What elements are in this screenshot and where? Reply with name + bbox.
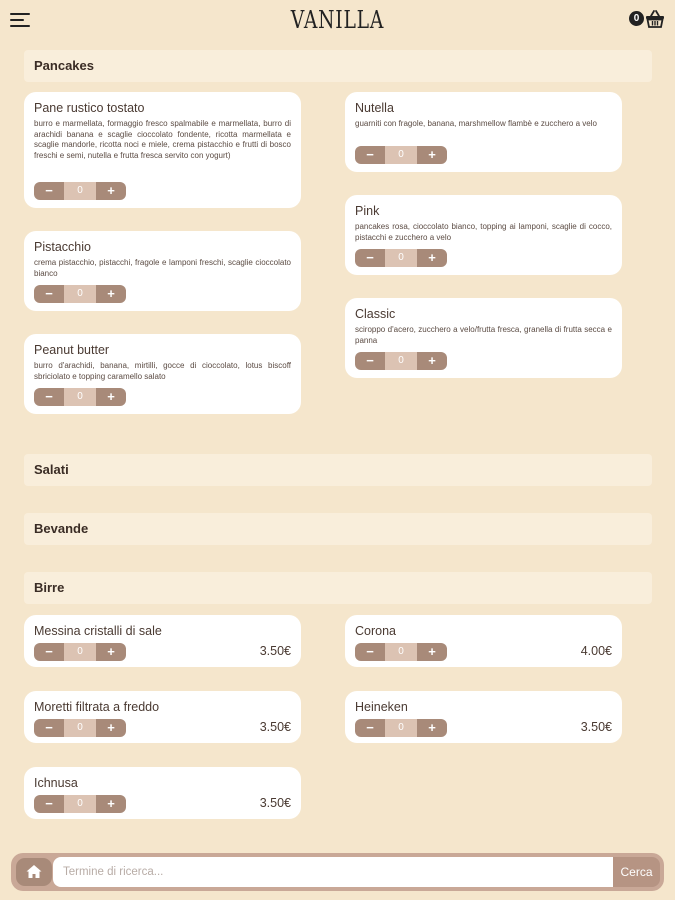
menu-card-ichnusa[interactable] <box>24 767 301 819</box>
menu-card-classic[interactable] <box>345 298 622 378</box>
menu-card-corona[interactable] <box>345 615 622 667</box>
decrement-button[interactable]: − <box>355 643 385 661</box>
increment-button[interactable]: + <box>417 146 447 164</box>
quantity-value: 0 <box>64 388 96 406</box>
quantity-stepper <box>355 146 447 164</box>
search-button[interactable]: Cerca <box>613 857 660 887</box>
menu-card-messina[interactable] <box>24 615 301 667</box>
increment-button[interactable]: + <box>417 719 447 737</box>
item-title: Moretti filtrata a freddo <box>34 700 160 714</box>
increment-button[interactable]: + <box>96 795 126 813</box>
logo: VANILLA <box>290 6 385 34</box>
item-title: Ichnusa <box>34 776 78 790</box>
section-bevande[interactable]: Bevande <box>24 513 652 545</box>
item-title: Heineken <box>355 700 408 714</box>
quantity-stepper <box>355 719 447 737</box>
increment-button[interactable]: + <box>417 643 447 661</box>
menu-icon[interactable] <box>10 12 32 28</box>
menu-card-pink[interactable] <box>345 195 622 275</box>
quantity-value: 0 <box>385 719 417 737</box>
section-birre[interactable]: Birre <box>24 572 652 604</box>
item-description: pancakes rosa, cioccolato bianco, topping ai lamponi, scaglie di cocco, pistacchi e zucchero a velo <box>355 222 612 242</box>
cart-count-badge: 0 <box>629 11 644 26</box>
item-price: 3.50€ <box>259 644 291 658</box>
item-description: sciroppo d'acero, zucchero a velo/frutta fresca, granella di frutta secca e panna <box>355 325 612 345</box>
quantity-value: 0 <box>385 146 417 164</box>
increment-button[interactable]: + <box>96 182 126 200</box>
basket-icon <box>645 9 665 29</box>
item-price: 3.50€ <box>259 720 291 734</box>
item-title: Messina cristalli di sale <box>34 624 162 638</box>
item-title: Pane rustico tostato <box>34 101 145 115</box>
quantity-value: 0 <box>385 352 417 370</box>
quantity-value: 0 <box>64 182 96 200</box>
quantity-value: 0 <box>64 643 96 661</box>
item-title: Classic <box>355 307 396 321</box>
header <box>0 0 675 42</box>
item-title: Pistacchio <box>34 240 91 254</box>
decrement-button[interactable]: − <box>34 719 64 737</box>
decrement-button[interactable]: − <box>34 388 64 406</box>
increment-button[interactable]: + <box>417 352 447 370</box>
menu-card-heineken[interactable] <box>345 691 622 743</box>
increment-button[interactable]: + <box>417 249 447 267</box>
home-button[interactable] <box>16 858 52 886</box>
item-description: burro e marmellata, formaggio fresco spalmabile e marmellata, burro di arachidi banana e scaglie cioccolato fondente, ricotta marmellata e scaglie mandorle, ricotta noci e miele, crema pistacchio e frutti di bosco freschi e semi, nutella e frutta fresca servito con yogurt) <box>34 119 291 160</box>
decrement-button[interactable]: − <box>34 643 64 661</box>
quantity-stepper <box>355 352 447 370</box>
quantity-stepper <box>355 643 447 661</box>
decrement-button[interactable]: − <box>355 249 385 267</box>
quantity-stepper <box>34 795 126 813</box>
menu-card-pane-rustico[interactable] <box>24 92 301 208</box>
decrement-button[interactable]: − <box>355 719 385 737</box>
quantity-stepper <box>34 388 126 406</box>
item-title: Peanut butter <box>34 343 110 357</box>
menu-card-peanut-butter[interactable] <box>24 334 301 414</box>
quantity-stepper <box>34 643 126 661</box>
search-bar <box>11 853 664 891</box>
quantity-value: 0 <box>64 795 96 813</box>
section-pancakes[interactable]: Pancakes <box>24 50 652 82</box>
item-title: Corona <box>355 624 396 638</box>
quantity-value: 0 <box>64 719 96 737</box>
quantity-value: 0 <box>385 249 417 267</box>
quantity-stepper <box>34 285 126 303</box>
decrement-button[interactable]: − <box>355 352 385 370</box>
quantity-stepper <box>34 182 126 200</box>
increment-button[interactable]: + <box>96 643 126 661</box>
menu-card-moretti[interactable] <box>24 691 301 743</box>
decrement-button[interactable]: − <box>34 285 64 303</box>
increment-button[interactable]: + <box>96 388 126 406</box>
item-description: burro d'arachidi, banana, mirtilli, gocce di cioccolato, lotus biscoff sbriciolato e topping caramello salato <box>34 361 291 381</box>
home-icon <box>16 858 52 886</box>
item-price: 3.50€ <box>580 720 612 734</box>
item-description: guarniti con fragole, banana, marshmellow flambè e zucchero a velo <box>355 119 597 128</box>
item-price: 3.50€ <box>259 796 291 810</box>
section-salati[interactable]: Salati <box>24 454 652 486</box>
decrement-button[interactable]: − <box>34 795 64 813</box>
cart-button[interactable] <box>629 9 667 29</box>
decrement-button[interactable]: − <box>34 182 64 200</box>
item-price: 4.00€ <box>580 644 612 658</box>
menu-card-nutella[interactable] <box>345 92 622 172</box>
item-description: crema pistacchio, pistacchi, fragole e lamponi freschi, scaglie cioccolato bianco <box>34 258 291 278</box>
item-title: Nutella <box>355 101 394 115</box>
quantity-value: 0 <box>385 643 417 661</box>
quantity-value: 0 <box>64 285 96 303</box>
decrement-button[interactable]: − <box>355 146 385 164</box>
quantity-stepper <box>355 249 447 267</box>
increment-button[interactable]: + <box>96 719 126 737</box>
menu-card-pistacchio[interactable] <box>24 231 301 311</box>
quantity-stepper <box>34 719 126 737</box>
item-title: Pink <box>355 204 380 218</box>
increment-button[interactable]: + <box>96 285 126 303</box>
search-input[interactable] <box>53 857 613 887</box>
